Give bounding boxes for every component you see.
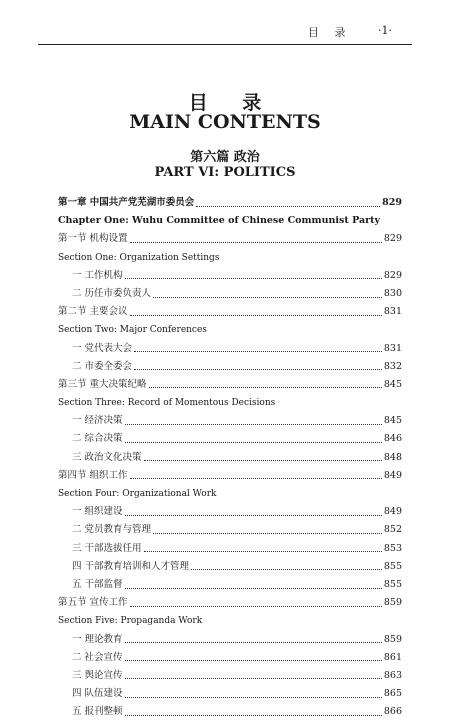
toc-entry-page-number: 859 bbox=[383, 633, 402, 645]
dot-leader bbox=[191, 569, 382, 570]
toc-entry-label: 第四节 组织工作 bbox=[58, 469, 128, 481]
toc-entry-label: 第三节 重大决策纪略 bbox=[58, 378, 147, 390]
dot-leader bbox=[130, 478, 382, 479]
toc-entry-page-number: 861 bbox=[383, 651, 402, 663]
toc-entry-label: 一 经济决策 bbox=[72, 415, 123, 427]
toc-entry-section-en[interactable] bbox=[58, 321, 402, 339]
toc-entry-label: Section Two: Major Conferences bbox=[58, 325, 207, 336]
dot-leader bbox=[196, 206, 380, 207]
toc-entry-label: 第二节 主要会议 bbox=[58, 306, 128, 318]
toc-entry-page-number: 831 bbox=[383, 306, 402, 318]
toc-entry-page-number: 831 bbox=[383, 342, 402, 354]
toc-entry-section[interactable] bbox=[58, 303, 402, 321]
toc-entry-page-number: 849 bbox=[383, 469, 402, 481]
dot-leader bbox=[125, 424, 382, 425]
toc-entry-label: 四 队伍建设 bbox=[72, 688, 123, 700]
toc-entry-label: Chapter One: Wuhu Committee of Chinese Communist Party bbox=[58, 215, 381, 227]
toc-entry-section[interactable] bbox=[58, 230, 402, 248]
toc-entry-item[interactable] bbox=[58, 631, 402, 649]
dot-leader bbox=[125, 678, 382, 679]
toc-entry-page-number: 845 bbox=[383, 415, 402, 427]
dot-leader bbox=[130, 606, 382, 607]
running-header bbox=[0, 24, 450, 40]
toc-entry-page-number: 832 bbox=[383, 360, 402, 372]
toc-entry-label: 第一章 中国共产党芜湖市委员会 bbox=[58, 197, 195, 208]
toc-entry-page-number: 852 bbox=[383, 524, 402, 536]
dot-leader bbox=[125, 442, 382, 443]
part-heading-chinese: 第六篇 政治 bbox=[190, 150, 260, 165]
toc-entry-item[interactable] bbox=[58, 449, 402, 467]
dot-leader bbox=[125, 278, 382, 279]
toc-entry-label: 一 党代表大会 bbox=[72, 342, 133, 354]
table-of-contents bbox=[58, 194, 402, 721]
dot-leader bbox=[130, 242, 382, 243]
dot-leader bbox=[130, 315, 382, 316]
toc-entry-item[interactable] bbox=[58, 703, 402, 721]
dot-leader bbox=[144, 460, 382, 461]
toc-entry-item[interactable] bbox=[58, 358, 402, 376]
dot-leader bbox=[144, 551, 382, 552]
dot-leader bbox=[125, 588, 382, 589]
toc-entry-label: 二 社会宣传 bbox=[72, 651, 123, 663]
toc-entry-label: 三 干部选拔任用 bbox=[72, 542, 142, 554]
toc-entry-page-number: 849 bbox=[383, 506, 402, 518]
page-title-english: MAIN CONTENTS bbox=[129, 111, 321, 133]
toc-entry-label: 一 理论教育 bbox=[72, 633, 123, 645]
toc-entry-label: 三 政治文化决策 bbox=[72, 451, 142, 463]
header-rule bbox=[38, 44, 412, 45]
toc-entry-chapter[interactable] bbox=[58, 194, 402, 212]
toc-entry-item[interactable] bbox=[58, 412, 402, 430]
toc-entry-item[interactable] bbox=[58, 649, 402, 667]
page-title-chinese: 目 录 bbox=[188, 92, 276, 114]
toc-entry-page-number: 866 bbox=[383, 706, 402, 718]
dot-leader bbox=[125, 715, 382, 716]
toc-entry-label: 一 组织建设 bbox=[72, 506, 123, 518]
toc-entry-page-number: 845 bbox=[383, 378, 402, 390]
toc-entry-page-number: 846 bbox=[383, 433, 402, 445]
toc-entry-section-en[interactable] bbox=[58, 612, 402, 630]
toc-entry-item[interactable] bbox=[58, 540, 402, 558]
toc-entry-label: 四 干部教育培训和人才管理 bbox=[72, 560, 190, 572]
dot-leader bbox=[125, 660, 382, 661]
toc-entry-label: 二 市委全委会 bbox=[72, 360, 133, 372]
toc-entry-page-number: 855 bbox=[383, 560, 402, 572]
running-header-title: 目 录 bbox=[308, 26, 352, 39]
toc-entry-item[interactable] bbox=[58, 285, 402, 303]
dot-leader bbox=[134, 351, 382, 352]
dot-leader bbox=[153, 297, 382, 298]
toc-entry-item[interactable] bbox=[58, 576, 402, 594]
toc-entry-label: 第一节 机构设置 bbox=[58, 233, 128, 245]
toc-entry-label: Section Five: Propaganda Work bbox=[58, 616, 203, 627]
toc-entry-page-number: 848 bbox=[383, 451, 402, 463]
toc-entry-page-number: 853 bbox=[383, 542, 402, 554]
dot-leader bbox=[153, 533, 382, 534]
toc-entry-item[interactable] bbox=[58, 430, 402, 448]
toc-entry-label: 二 综合决策 bbox=[72, 433, 123, 445]
toc-entry-section[interactable] bbox=[58, 467, 402, 485]
toc-entry-label: 第五节 宣传工作 bbox=[58, 597, 128, 609]
toc-entry-page-number: 829 bbox=[383, 269, 402, 281]
toc-entry-item[interactable] bbox=[58, 503, 402, 521]
toc-entry-page-number: 865 bbox=[383, 688, 402, 700]
dot-leader bbox=[149, 387, 382, 388]
toc-entry-section[interactable] bbox=[58, 594, 402, 612]
toc-entry-item[interactable] bbox=[58, 521, 402, 539]
toc-entry-item[interactable] bbox=[58, 558, 402, 576]
toc-entry-section[interactable] bbox=[58, 376, 402, 394]
dot-leader bbox=[125, 697, 382, 698]
toc-entry-label: 三 舆论宣传 bbox=[72, 669, 123, 681]
toc-entry-page-number: 855 bbox=[383, 578, 402, 590]
part-heading-english: PART VI: POLITICS bbox=[154, 165, 296, 180]
toc-entry-label: Section One: Organization Settings bbox=[58, 252, 220, 263]
toc-entry-section-en[interactable] bbox=[58, 485, 402, 503]
toc-entry-item[interactable] bbox=[58, 340, 402, 358]
toc-entry-label: Section Four: Organizational Work bbox=[58, 489, 217, 499]
toc-entry-page-number: 829 bbox=[383, 233, 402, 245]
running-header-page-number: ·1· bbox=[378, 24, 392, 37]
toc-entry-page-number: 863 bbox=[383, 669, 402, 681]
dot-leader bbox=[125, 515, 382, 516]
toc-entry-page-number: 830 bbox=[383, 287, 402, 299]
dot-leader bbox=[125, 642, 382, 643]
toc-entry-label: Section Three: Record of Momentous Decisions bbox=[58, 398, 276, 409]
toc-entry-page-number: 829 bbox=[382, 197, 402, 208]
toc-entry-section-en[interactable] bbox=[58, 394, 402, 412]
toc-entry-label: 五 报刊整顿 bbox=[72, 706, 123, 718]
toc-entry-page-number: 859 bbox=[383, 597, 402, 609]
toc-entry-chapter-en[interactable] bbox=[58, 212, 402, 230]
toc-entry-item[interactable] bbox=[58, 685, 402, 703]
toc-entry-section-en[interactable] bbox=[58, 249, 402, 267]
toc-entry-label: 二 党员教育与管理 bbox=[72, 524, 152, 536]
toc-entry-label: 五 干部监督 bbox=[72, 578, 123, 590]
toc-entry-label: 二 历任市委负责人 bbox=[72, 287, 152, 299]
dot-leader bbox=[134, 369, 382, 370]
toc-entry-label: 一 工作机构 bbox=[72, 269, 123, 281]
toc-entry-item[interactable] bbox=[58, 667, 402, 685]
toc-entry-item[interactable] bbox=[58, 267, 402, 285]
